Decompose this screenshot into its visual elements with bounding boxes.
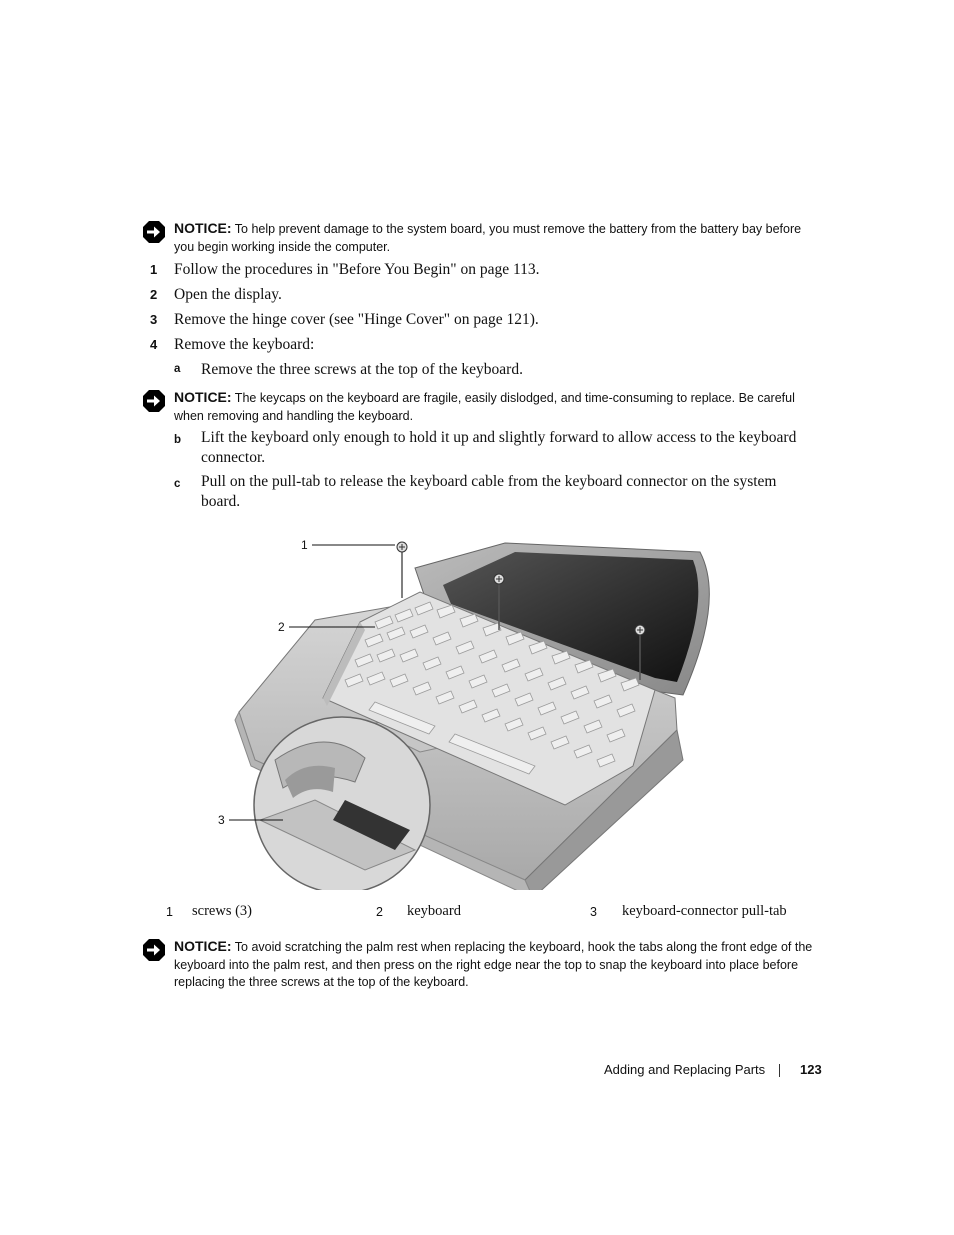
step-number: 1 bbox=[150, 262, 158, 277]
substep-a bbox=[174, 360, 804, 380]
substep-b bbox=[174, 428, 804, 467]
notice-icon bbox=[142, 220, 166, 244]
legend-label: screws (3) bbox=[192, 903, 252, 919]
step-number: 4 bbox=[150, 337, 158, 352]
footer-section-title: Adding and Replacing Parts bbox=[604, 1062, 766, 1077]
footer-divider bbox=[779, 1064, 780, 1077]
callout-screws: 1 bbox=[301, 538, 308, 552]
substep-text: Pull on the pull-tab to release the keyboard cable from the keyboard connector on the system board. bbox=[201, 473, 777, 510]
step-number: 2 bbox=[150, 287, 158, 302]
legend-label: keyboard-connector pull-tab bbox=[622, 903, 787, 919]
page-number: 123 bbox=[800, 1062, 822, 1077]
notice-text: The keycaps on the keyboard are fragile, easily dislodged, and time-consuming to replace. Be careful when removing and handling the keyboard. bbox=[174, 391, 795, 423]
step-text: Open the display. bbox=[174, 286, 282, 303]
keyboard-removal-figure bbox=[215, 530, 725, 890]
callout-keyboard: 2 bbox=[278, 620, 285, 634]
legend-number: 3 bbox=[590, 905, 597, 919]
substep-text: Remove the three screws at the top of the keyboard. bbox=[201, 361, 523, 378]
notice-battery bbox=[142, 220, 822, 256]
step-text: Follow the procedures in "Before You Begin" on page 113. bbox=[174, 261, 540, 278]
substep-letter: c bbox=[174, 478, 181, 490]
legend-label: keyboard bbox=[407, 903, 461, 919]
substep-text: Lift the keyboard only enough to hold it up and slightly forward to allow access to the keyboard connector. bbox=[201, 429, 797, 466]
laptop-illustration bbox=[215, 530, 725, 890]
notice-text: To help prevent damage to the system board, you must remove the battery from the battery bay before you begin working inside the computer. bbox=[174, 222, 802, 254]
notice-text: To avoid scratching the palm rest when replacing the keyboard, hook the tabs along the front edge of the keyboard into the palm rest, and then press on the right edge near the top to snap the keyboard into place before replacing the three screws at the top of the keyboard. bbox=[174, 940, 813, 989]
substep-letter: a bbox=[174, 363, 181, 375]
step-text: Remove the hinge cover (see "Hinge Cover" on page 121). bbox=[174, 311, 539, 328]
substep-letter: b bbox=[174, 434, 182, 446]
notice-icon bbox=[142, 938, 166, 962]
substep-c bbox=[174, 472, 804, 511]
notice-palm-rest bbox=[142, 938, 822, 992]
notice-label: NOTICE: bbox=[174, 389, 232, 405]
legend-number: 1 bbox=[166, 905, 173, 919]
notice-label: NOTICE: bbox=[174, 220, 232, 236]
step-text: Remove the keyboard: bbox=[174, 336, 315, 353]
callout-pull-tab: 3 bbox=[218, 813, 225, 827]
step-number: 3 bbox=[150, 312, 158, 327]
screw-icon bbox=[397, 542, 407, 598]
notice-label: NOTICE: bbox=[174, 938, 232, 954]
notice-keycaps bbox=[142, 389, 822, 425]
notice-icon bbox=[142, 389, 166, 413]
legend-number: 2 bbox=[376, 905, 383, 919]
